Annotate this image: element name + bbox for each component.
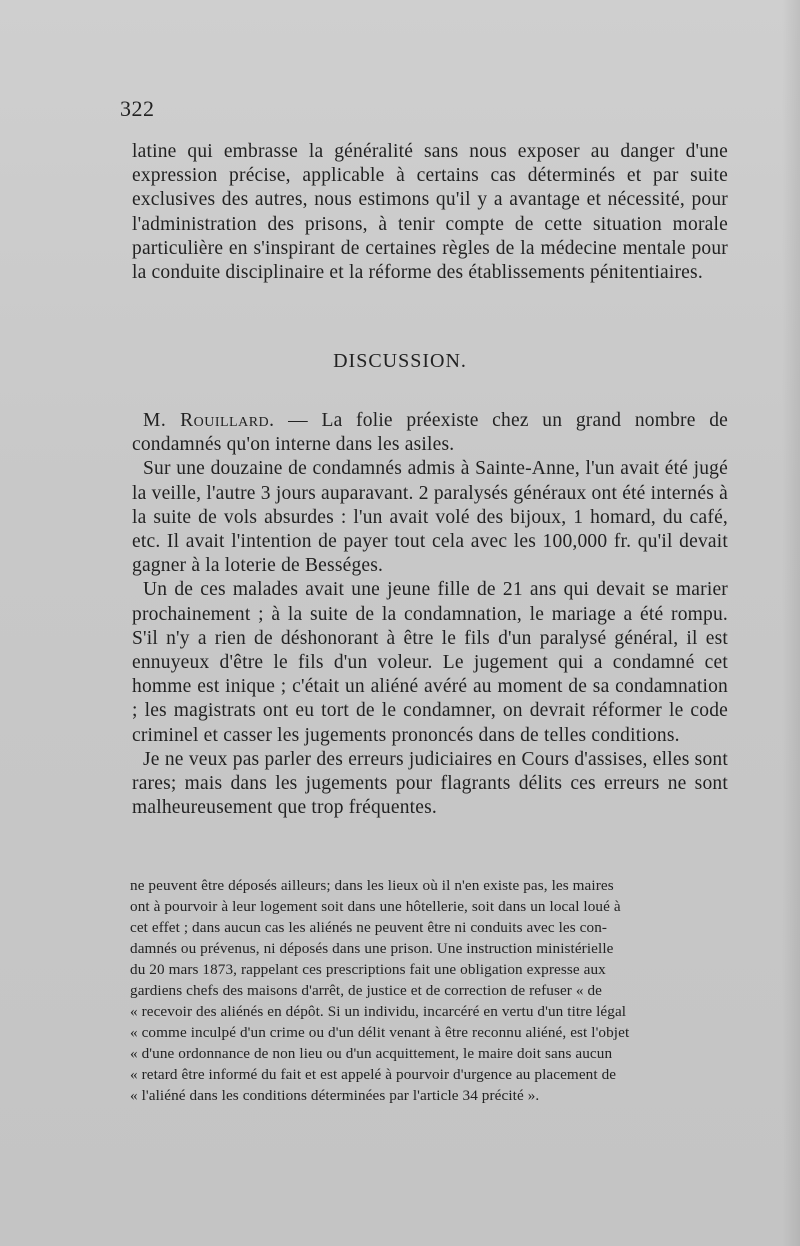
discussion-heading: DISCUSSION. — [333, 350, 467, 372]
footnote-line: « comme inculpé d'un crime ou d'un délit venant à être reconnu aliéné, est l'objet — [130, 1024, 630, 1041]
discussion-section — [132, 409, 728, 820]
paragraph-text: Je ne veux pas parler des erreurs judiciaires en Cours d'assises, elles sont rares; mais dans les jugements pour flagrants délits ces erreurs ne sont malheureusement que trop fréquentes. — [132, 748, 728, 819]
paragraph-text: Un de ces malades avait une jeune fille de 21 ans qui devait se marier prochainement ; à la suite de la condamnation, le mariage a été rompu. S'il n'y a rien de déshonorant à être le fils d'un paralysé général, il est ennuyeux d'être le fils d'un voleur. Le jugement qui a condamné cet homme est inique ; c'était un aliéné avéré au moment de sa condamnation ; les magistrats ont eu tort de le condamner, on devrait réformer le code criminel et casser les jugements prononcés dans de telles conditions. — [132, 579, 728, 746]
footnote-line: « retard être informé du fait et est appelé à pourvoir d'urgence au placement de — [130, 1066, 617, 1083]
footnote-line: ont à pourvoir à leur logement soit dans une hôtellerie, soit dans un local loué à — [130, 898, 621, 915]
footnote-line: « recevoir des aliénés en dépôt. Si un individu, incarcéré en vertu d'un titre légal — [130, 1003, 627, 1020]
discussion-paragraph — [132, 409, 728, 457]
footnote-line: damnés ou prévenus, ni déposés dans une prison. Une instruction ministérielle — [130, 940, 614, 957]
speaker-name: M. Rouillard. — [143, 410, 275, 431]
discussion-paragraph — [132, 457, 728, 578]
footnote-line: gardiens chefs des maisons d'arrêt, de justice et de correction de refuser « de — [130, 982, 602, 999]
discussion-paragraph — [132, 578, 728, 747]
paragraph-text: — La folie préexiste chez un grand nombre de condamnés qu'on interne dans les asiles. — [132, 410, 729, 456]
footnote-line: du 20 mars 1873, rappelant ces prescriptions fait une obligation expresse aux — [130, 961, 606, 978]
footnote-line: « d'une ordonnance de non lieu ou d'un acquittement, le maire doit sans aucun — [130, 1045, 613, 1062]
intro-paragraph: latine qui embrasse la généralité sans nous exposer au danger d'une expression précise, applicable à certains cas déterminés et par suite exclusives des autres, nous estimons qu'il y a avantage et nécessité, pour l'administration des prisons, à tenir compte de cette situation morale particulière en s'inspirant de certaines règles de la médecine mentale pour la conduite disciplinaire et la réforme des établissements pénitentiaires. — [132, 141, 728, 284]
page-number: 322 — [120, 96, 155, 121]
paragraph-text: Sur une douzaine de condamnés admis à Sainte-Anne, l'un avait été jugé la veille, l'autre 3 jours auparavant. 2 paralysés généraux ont été internés à la suite de vols absurdes : l'un avait volé des bijoux, 1 homard, du café, etc. Il avait l'intention de payer tout cela avec les 100,000 fr. qu'il devait gagner à la loterie de Bességes. — [132, 458, 728, 577]
footnote-line: cet effet ; dans aucun cas les aliénés ne peuvent être ni conduits avec les con- — [130, 919, 608, 936]
footnote-paragraph — [130, 875, 723, 1106]
discussion-paragraph — [132, 748, 728, 821]
footnote-line: « l'aliéné dans les conditions déterminées par l'article 34 précité ». — [130, 1087, 540, 1104]
footnote-line: ne peuvent être déposés ailleurs; dans les lieux où il n'en existe pas, les maires — [130, 877, 614, 894]
page-edge-shadow — [782, 0, 800, 1246]
footnote-block — [130, 875, 723, 1106]
